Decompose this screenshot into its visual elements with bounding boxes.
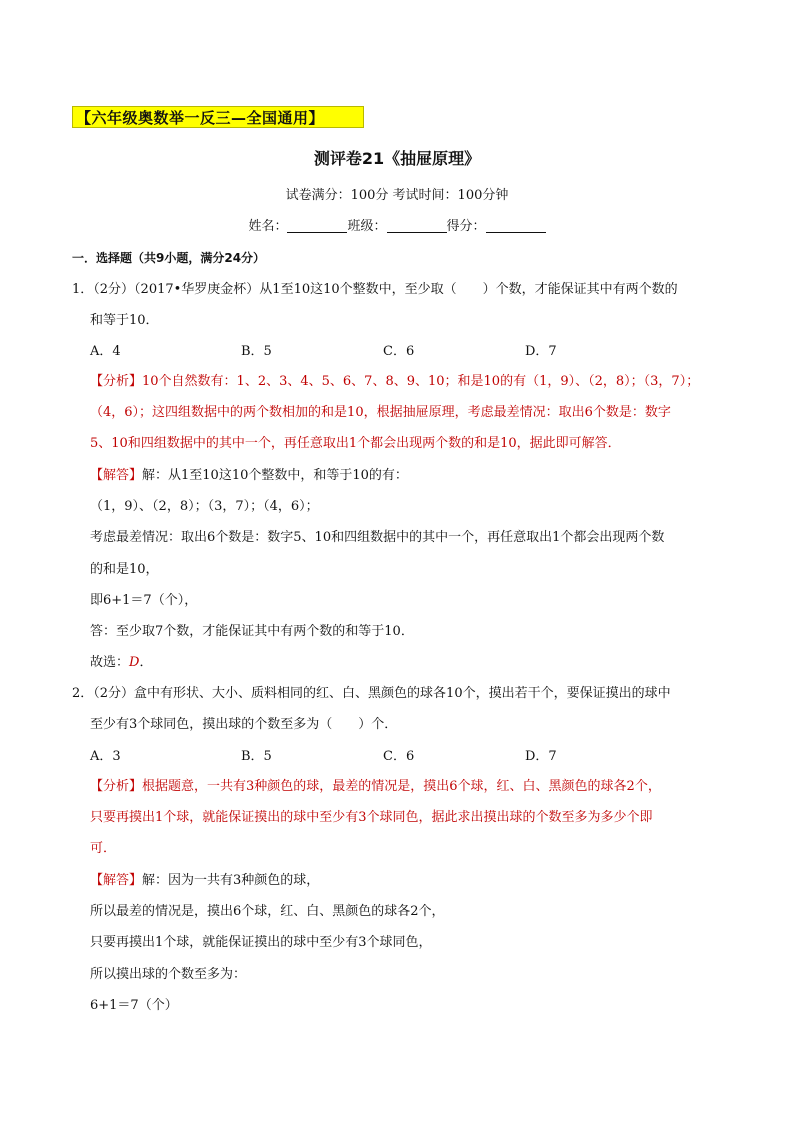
analysis-tag: 【分析】 xyxy=(90,374,143,389)
q1-stem-line-1: 1．（2分）（2017•华罗庚金杯）从1至10这10个整数中，至少取（ ）个数，才能保证其中有两个数的 xyxy=(72,282,678,297)
student-fields xyxy=(0,217,794,237)
q1-choice-line xyxy=(90,653,152,673)
q2-analysis-line-3: 可． xyxy=(90,841,117,856)
exam-info: 试卷满分：100分 考试时间：100分钟 xyxy=(285,188,509,203)
choice-prefix: 故选： xyxy=(90,655,130,670)
class-blank[interactable] xyxy=(387,218,447,233)
q2-option-a: A．3 xyxy=(90,749,121,764)
q2-option-c: C．6 xyxy=(383,749,415,764)
q1-option-d: D．7 xyxy=(525,344,557,359)
q1-analysis-text-1: 10个自然数有：1、2、3、4、5、6、7、8、9、10；和是10的有（1，9）、（2，8）；（3，7）； xyxy=(142,374,700,389)
q1-solution-line-4: 的和是10， xyxy=(90,562,159,577)
q1-solution-line-2: （1，9）、（2，8）；（3，7）；（4，6）； xyxy=(90,499,319,514)
q1-analysis-line-3: 5、10和四组数据中的其中一个，再任意取出1个都会出现两个数的和是10，据此即可解答． xyxy=(90,436,621,451)
q1-analysis-line-1 xyxy=(90,372,699,392)
choice-answer: D xyxy=(129,655,140,670)
q2-solution-line-2: 所以最差的情况是，摸出6个球，红、白、黑颜色的球各2个， xyxy=(90,904,445,919)
solution-tag: 【解答】 xyxy=(90,873,143,888)
analysis-tag: 【分析】 xyxy=(90,779,143,794)
score-label: 得分： xyxy=(446,219,486,234)
q2-analysis-line-1 xyxy=(90,777,661,797)
section-heading: 一．选择题（共9小题，满分24分） xyxy=(72,251,266,265)
choice-suffix: ． xyxy=(139,655,153,670)
q2-stem-line-2: 至少有3个球同色，摸出球的个数至多为（ ）个． xyxy=(90,717,398,732)
q1-option-a: A．4 xyxy=(90,344,121,359)
score-blank[interactable] xyxy=(486,218,546,233)
page-title: 测评卷21《抽屉原理》 xyxy=(313,149,481,168)
solution-tag: 【解答】 xyxy=(90,468,143,483)
q2-analysis-text-1: 根据题意，一共有3种颜色的球，最差的情况是，摸出6个球，红、白、黑颜色的球各2个， xyxy=(142,779,661,794)
q1-solution-line-1 xyxy=(90,466,408,486)
q1-option-b: B．5 xyxy=(241,344,272,359)
q1-solution-text-1: 解：从1至10这10个整数中，和等于10的有： xyxy=(142,468,408,483)
class-label: 班级： xyxy=(347,219,387,234)
series-banner: 【六年级奥数举一反三—全国通用】 xyxy=(72,106,364,128)
q2-solution-line-3: 只要再摸出1个球，就能保证摸出的球中至少有3个球同色， xyxy=(90,935,432,950)
q1-solution-line-6: 答：至少取7个数，才能保证其中有两个数的和等于10． xyxy=(90,624,414,639)
q2-option-d: D．7 xyxy=(525,749,557,764)
q2-solution-line-5: 6+1＝7（个） xyxy=(90,998,178,1013)
q1-analysis-line-2: （4，6）；这四组数据中的两个数相加的和是10，根据抽屉原理，考虑最差情况：取出6个数是：数字 xyxy=(90,405,671,420)
q1-option-c: C．6 xyxy=(383,344,415,359)
q2-analysis-line-2: 只要再摸出1个球，就能保证摸出的球中至少有3个球同色，据此求出摸出球的个数至多为多少个即 xyxy=(90,810,653,825)
name-label: 姓名： xyxy=(248,219,288,234)
q2-option-b: B．5 xyxy=(241,749,272,764)
q1-solution-line-5: 即6+1＝7（个）， xyxy=(90,593,198,608)
q2-solution-text-1: 解：因为一共有3种颜色的球， xyxy=(142,873,320,888)
q1-solution-line-3: 考虑最差情况：取出6个数是：数字5、10和四组数据中的其中一个，再任意取出1个都会出现两个数 xyxy=(90,530,665,545)
q1-stem-line-2: 和等于10． xyxy=(90,313,159,328)
q2-stem-line-1: 2．（2分）盒中有形状、大小、质料相同的红、白、黑颜色的球各10个，摸出若干个，要保证摸出的球中 xyxy=(72,686,671,701)
q2-solution-line-4: 所以摸出球的个数至多为： xyxy=(90,967,247,982)
name-blank[interactable] xyxy=(287,218,347,233)
q2-solution-line-1 xyxy=(90,871,319,891)
